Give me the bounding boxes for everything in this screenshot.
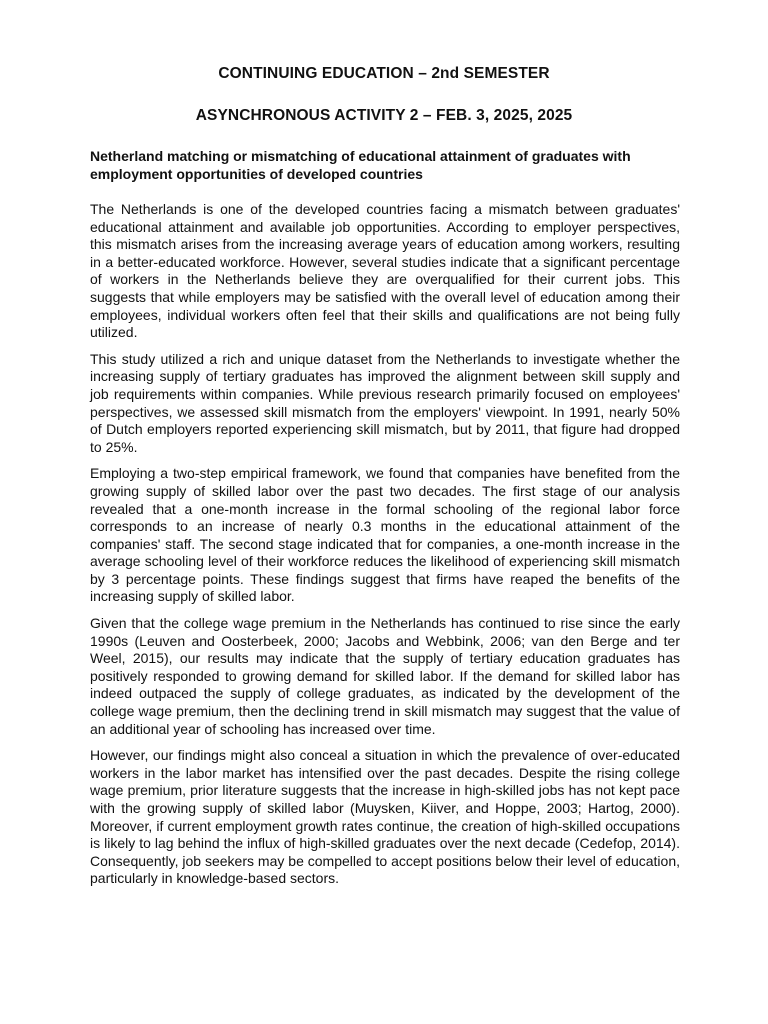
activity-title: ASYNCHRONOUS ACTIVITY 2 – FEB. 3, 2025, 2025 bbox=[195, 107, 573, 124]
document-title: CONTINUING EDUCATION – 2nd SEMESTER bbox=[218, 65, 550, 82]
paragraph-3: Employing a two-step empirical framework, we found that companies have benefited from the growing supply of skilled labor over the past two decades. The first stage of our analysis revealed that a one-month increase in the formal schooling of the regional labor force corresponds to an increase of nearly 0.3 months in the educational attainment of the companies' staff. The second stage indicated that for companies, a one-month increase in the average schooling level of their workforce reduces the likelihood of experiencing skill mismatch by 3 percentage points. These findings suggest that firms have reaped the benefits of the increasing supply of skilled labor. bbox=[90, 465, 680, 605]
article-heading: Netherland matching or mismatching of educational attainment of graduates with employment opportunities of developed countries bbox=[90, 148, 631, 182]
paragraph-2: This study utilized a rich and unique dataset from the Netherlands to investigate whether the increasing supply of tertiary graduates has improved the alignment between skill supply and job requirements within companies. While previous research primarily focused on employees' perspectives, we assessed skill mismatch from the employers' viewpoint. In 1991, nearly 50% of Dutch employers reported experiencing skill mismatch, but by 2011, that figure had dropped to 25%. bbox=[90, 350, 680, 455]
article-body bbox=[90, 201, 680, 897]
paragraph-5: However, our findings might also conceal a situation in which the prevalence of over-educated workers in the labor market has intensified over the past decades. Despite the rising college wage premium, prior literature suggests that the increase in high-skilled jobs has not kept pace with the growing supply of skilled labor (Muysken, Kiiver, and Hoppe, 2003; Hartog, 2000). Moreover, if current employment growth rates continue, the creation of high-skilled occupations is likely to lag behind the influx of high-skilled graduates over the next decade (Cedefop, 2014). Consequently, job seekers may be compelled to accept positions below their level of education, particularly in knowledge-based sectors. bbox=[90, 747, 680, 887]
paragraph-4: Given that the college wage premium in the Netherlands has continued to rise since the early 1990s (Leuven and Oosterbeek, 2000; Jacobs and Webbink, 2006; van den Berge and ter Weel, 2015), our results may indicate that the supply of tertiary education graduates has positively responded to growing demand for skilled labor. If the demand for skilled labor has indeed outpaced the supply of college graduates, as indicated by the development of the college wage premium, then the declining trend in skill mismatch may suggest that the value of an additional year of schooling has increased over time. bbox=[90, 615, 680, 737]
paragraph-1: The Netherlands is one of the developed countries facing a mismatch between graduates' educational attainment and available job opportunities. According to employer perspectives, this mismatch arises from the increasing average years of education among workers, resulting in a better-educated workforce. However, several studies indicate that a significant percentage of workers in the Netherlands believe they are overqualified for their current jobs. This suggests that while employers may be satisfied with the overall level of education among their employees, individual workers often feel that their skills and qualifications are not being fully utilized. bbox=[90, 201, 680, 341]
